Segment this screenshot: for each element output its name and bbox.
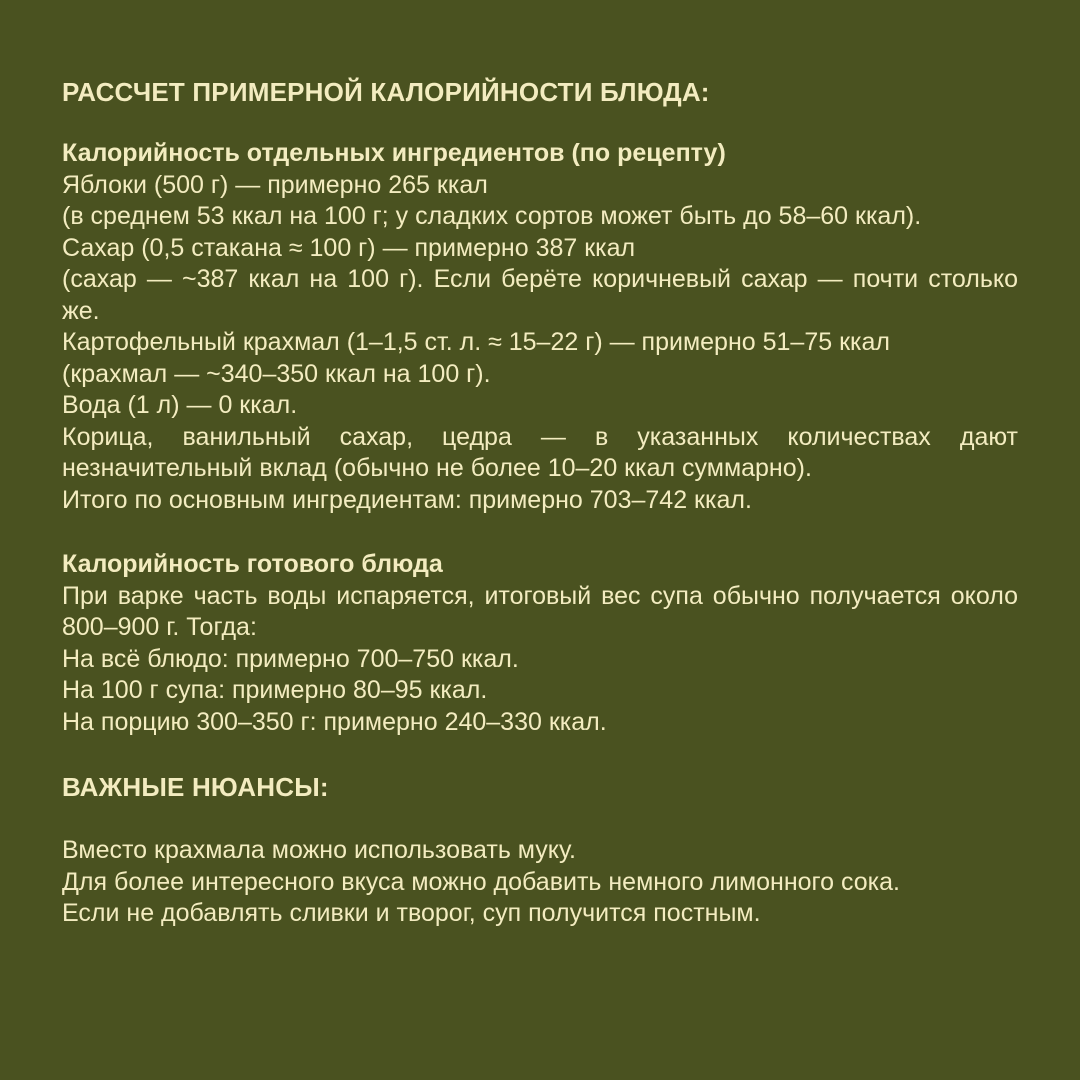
- starch-line: Картофельный крахмал (1–1,5 ст. л. ≈ 15–22 г) — примерно 51–75 ккал: [62, 328, 890, 356]
- apples-note: (в среднем 53 ккал на 100 г; у сладких сортов может быть до 58–60 ккал).: [62, 202, 922, 230]
- spacer: [62, 803, 1018, 835]
- spices-line: Корица, ванильный сахар, цедра — в указанных количествах дают незначительный вклад (обычно не более 10–20 ккал суммарно).: [62, 422, 1018, 482]
- nuance-lenten: Если не добавлять сливки и творог, суп получится постным.: [62, 899, 761, 927]
- water-line: Вода (1 л) — 0 ккал.: [62, 391, 298, 419]
- ingredients-heading: Калорийность отдельных ингредиентов (по рецепту): [62, 139, 726, 167]
- spacer: [62, 516, 1018, 549]
- sugar-line: Сахар (0,5 стакана ≈ 100 г) — примерно 387 ккал: [62, 233, 636, 262]
- spacer: [62, 108, 1018, 138]
- nuance-lemon: Для более интересного вкуса можно добавить немного лимонного сока.: [62, 867, 900, 896]
- dish-heading: Калорийность готового блюда: [62, 550, 443, 578]
- dish-intro: При варке часть воды испаряется, итоговый вес супа обычно получается около 800–900 г. Тогда:: [62, 581, 1018, 641]
- nuance-flour: Вместо крахмала можно использовать муку.: [62, 836, 576, 864]
- dish-per-100g: На 100 г супа: примерно 80–95 ккал.: [62, 676, 488, 704]
- spacer: [62, 738, 1018, 771]
- nuances-heading: ВАЖНЫЕ НЮАНСЫ:: [62, 772, 329, 802]
- ingredients-total: Итого по основным ингредиентам: примерно 703–742 ккал.: [62, 485, 752, 514]
- apples-line: Яблоки (500 г) — примерно 265 ккал: [62, 170, 488, 199]
- starch-note: (крахмал — ~340–350 ккал на 100 г).: [62, 359, 491, 388]
- page-title: РАССЧЕТ ПРИМЕРНОЙ КАЛОРИЙНОСТИ БЛЮДА:: [62, 77, 710, 107]
- dish-portion: На порцию 300–350 г: примерно 240–330 ккал.: [62, 707, 607, 736]
- sugar-note: (сахар — ~387 ккал на 100 г). Если берёте коричневый сахар — почти столько же.: [62, 265, 1018, 325]
- dish-whole: На всё блюдо: примерно 700–750 ккал.: [62, 644, 519, 673]
